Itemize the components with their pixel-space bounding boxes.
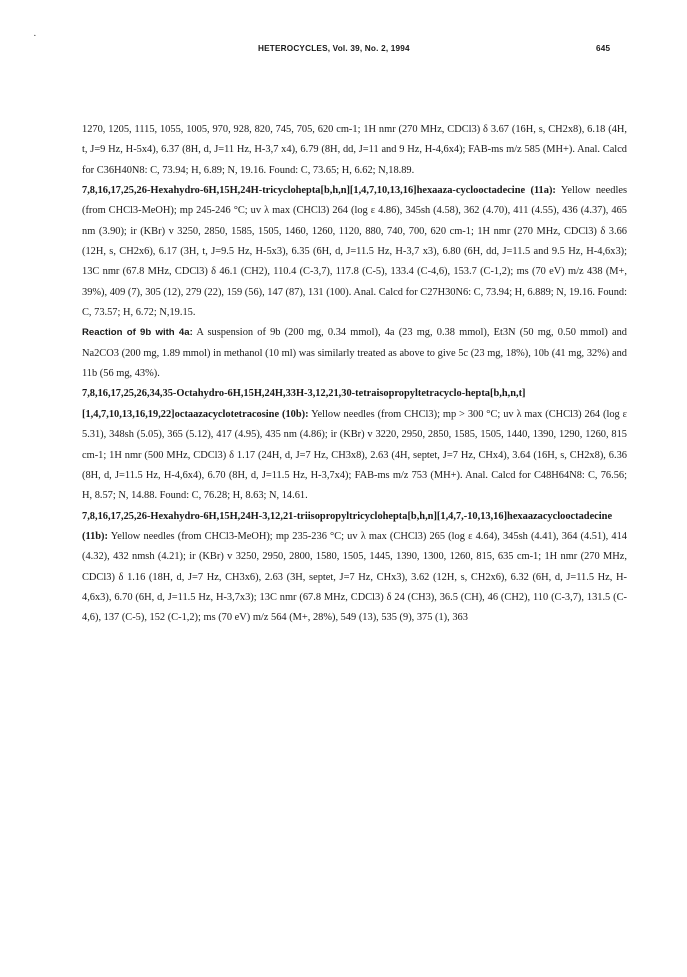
page-mark: · (33, 30, 37, 42)
paragraph-text: Yellow needles (from CHCl3-MeOH); mp 235-236 °C; uv λ max (CHCl3) 265 (log ε 4.64), 345sh (4.41), 364 (4.51), 414 (4.32), 432 nmsh (4.21); ir (KBr) v 3250, 2950, 2800, 1580, 1505, 1445, 1390, 1300, 1260, 815, 635 cm-1; 1H nmr (270 MHz, CDCl3) δ 1.16 (18H, d, J=7 Hz, CH3x6), 2.63 (3H, septet, J=7 Hz, CHx3), 3.62 (12H, s, CH2x6), 6.32 (6H, d, J=11.5 Hz, H-4,6x3), 6.70 (6H, d, J=11.5 Hz, H-3,7x3); 13C nmr (67.8 MHz, CDCl3) δ 24 (CH3), 36.5 (CH), 46 (CH2), 110 (C-3,7), 131.5 (C-4,6), 137 (C-5), 152 (C-1,2); ms (70 eV) m/z 564 (M+, 28%), 549 (13), 535 (9), 375 (1), 363 (82, 530, 627, 624)
compound-name: 7,8,16,17,25,26-Hexahydro-6H,15H,24H-3,12,21-triisopropyltricyclohepta[b,h,n][1,4,7,-10,13,16]hexaazacyclooctadecine (11b): (82, 510, 613, 542)
running-header (0, 44, 687, 58)
paragraph-text: Yellow needles (from CHCl3-MeOH); mp 245-246 °C; uv λ max (CHCl3) 264 (log ε 4.86), 345sh (4.58), 362 (4.70), 411 (4.55), 436 (4.37), 465 nm (3.90); ir (KBr) v 3250, 2850, 1585, 1505, 1460, 1260, 1120, 880, 740, 700, 620 cm-1; 1H nmr (270 MHz, CDCl3) δ 3.66 (12H, s, CH2x6), 6.17 (3H, t, J=9.5 Hz, H-5x3), 6.35 (6H, d, J=11.5 Hz, H-3,7 x3), 6.80 (6H, dd, J=11.5 and 9.5 Hz, H-4,6x3); 13C nmr (67.8 MHz, CDCl3) δ 46.1 (CH2), 110.4 (C-3,7), 117.8 (C-5), 133.4 (C-4,6), 153.7 (C-1,2); ms (70 eV) m/z 438 (M+, 39%), 409 (7), 305 (12), 279 (22), 159 (56), 147 (87), 131 (100). Anal. Calcd for C27H30N6: C, 73.94; H, 6.889; N, 19.16. Found: C, 73.57; H, 6.72; N,19.15. (82, 185, 627, 319)
compound-10a-data-continued (82, 120, 627, 181)
paragraph-text: 1270, 1205, 1115, 1055, 1005, 970, 928, 820, 745, 705, 620 cm-1; 1H nmr (270 MHz, CDCl3) δ 3.67 (16H, s, CH2x8), 6.18 (4H, t, J=9 Hz, H-5x4), 6.37 (8H, d, J=11 Hz, H-3,7 x4), 6.79 (8H, dd, J=11 and 9 Hz, H-4,6x4); FAB-ms m/z 585 (MH+). Anal. Calcd for C36H40N8: C, 73.94; H, 6.89; N, 19.16. Found: C, 73.65; H, 6.62; N,18.89. (82, 124, 627, 176)
compound-name: 7,8,16,17,25,26-Hexahydro-6H,15H,24H-tricyclohepta[b,h,n][1,4,7,10,13,16]hexaaza-cyclooctadecine (11a): (82, 185, 556, 197)
paragraph-text: Yellow needles (from CHCl3); mp > 300 °C; uv λ max (CHCl3) 264 (log ε 5.31), 348sh (5.05), 365 (5.12), 417 (4.95), 435 nm (4.86); ir (KBr) v 3220, 2950, 2850, 1585, 1505, 1440, 1390, 1290, 1260, 815 cm-1; 1H nmr (500 MHz, CDCl3) δ 1.17 (24H, d, J=7 Hz, CH3x8), 2.63 (4H, septet, J=7 Hz, CHx4), 3.64 (16H, s, CH2x8), 6.36 (8H, d, J=11.5 Hz, H-4,6x4), 6.70 (8H, d, J=11.5 Hz, H-3,7x4); FAB-ms m/z 753 (MH+). Anal. Calcd for C48H64N8: C, 76.56; H, 8.57; N, 14.88. Found: C, 76.28; H, 8.63; N, 14.61. (82, 408, 628, 502)
compound-name: 7,8,16,17,25,26,34,35-Octahydro-6H,15H,24H,33H-3,12,21,30-tetraisopropyltetracyclo-hepta[b,h,n,t][1,4,7,10,13,16,19,22]octaazacyclotetracosine (10b): (82, 388, 526, 420)
reaction-heading: Reaction of 9b with 4a: (82, 327, 193, 339)
reaction-9b-4a (82, 323, 627, 384)
compound-11a-entry (82, 181, 627, 323)
journal-citation: HETEROCYCLES, Vol. 39, No. 2, 1994 (258, 44, 410, 53)
compound-11b-entry (82, 507, 627, 629)
compound-10b-entry (82, 384, 627, 506)
paragraph-text: A suspension of 9b (200 mg, 0.34 mmol), 4a (23 mg, 0.38 mmol), Et3N (50 mg, 0.50 mmol) and Na2CO3 (200 mg, 1.89 mmol) in methanol (10 ml) was similarly treated as above to give 5c (23 mg, 18%), 10b (41 mg, 32%) and 11b (56 mg, 43%). (82, 327, 627, 380)
page-number: 645 (596, 44, 611, 53)
experimental-text (82, 120, 627, 629)
